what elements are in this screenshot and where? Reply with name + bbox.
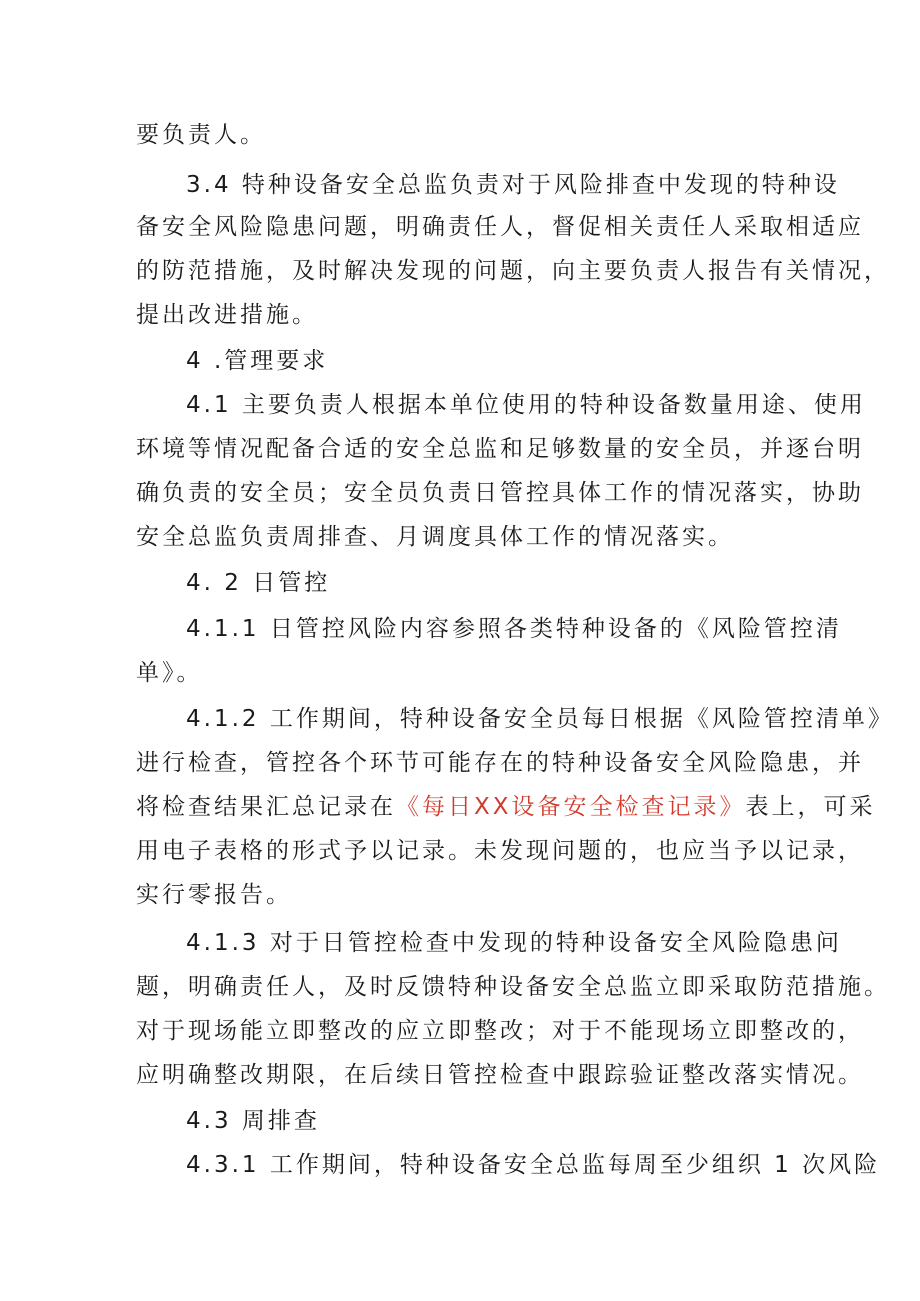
text-line: 3.4 特种设备安全总监负责对于风险排查中发现的特种设 [186, 172, 840, 198]
subsection-heading: 4.3 周排查 [186, 1108, 320, 1134]
text-line: 安全总监负责周排查、月调度具体工作的情况落实。 [136, 524, 734, 550]
section-heading: 4 .管理要求 [186, 348, 329, 374]
subsection-heading: 4. 2 日管控 [186, 570, 331, 596]
text-line: 实行零报告。 [136, 882, 292, 908]
text-line: 单》。 [136, 660, 203, 686]
text-line: 备安全风险隐患问题，明确责任人，督促相关责任人采取相适应 [136, 214, 864, 240]
text-line: 4.1 主要负责人根据本单位使用的特种设备数量用途、使用 [186, 392, 866, 418]
text-line: 题，明确责任人，及时反馈特种设备安全总监立即采取防范措施。 [136, 974, 890, 1000]
text-line: 环境等情况配备合适的安全总监和足够数量的安全员，并逐台明 [136, 436, 864, 462]
text-line: 对于现场能立即整改的应立即整改；对于不能现场立即整改的， [136, 1018, 864, 1044]
text-line: 4.1.1 日管控风险内容参照各类特种设备的《风险管控清 [186, 616, 842, 642]
text-line: 确负责的安全员；安全员负责日管控具体工作的情况落实，协助 [136, 480, 864, 506]
text-line: 的防范措施，及时解决发现的问题，向主要负责人报告有关情况， [136, 258, 890, 284]
text-line: 进行检查，管控各个环节可能存在的特种设备安全风险隐患，并 [136, 750, 864, 776]
text-segment: 将检查结果汇总记录在 [136, 794, 396, 820]
highlighted-record-title: 《每日XX设备安全检查记录》 [396, 794, 746, 820]
text-line-with-highlight [136, 792, 876, 822]
text-line: 4.1.2 工作期间，特种设备安全员每日根据《风险管控清单》 [186, 706, 894, 732]
text-line: 4.1.3 对于日管控检查中发现的特种设备安全风险隐患问 [186, 930, 842, 956]
text-line: 提出改进措施。 [136, 302, 318, 328]
text-line: 4.3.1 工作期间，特种设备安全总监每周至少组织 1 次风险 [186, 1152, 881, 1178]
text-line: 要负责人。 [136, 122, 266, 148]
text-segment: 表上，可采 [745, 794, 876, 820]
text-line: 用电子表格的形式予以记录。未发现问题的，也应当予以记录， [136, 838, 864, 864]
text-line: 应明确整改期限，在后续日管控检查中跟踪验证整改落实情况。 [136, 1062, 864, 1088]
